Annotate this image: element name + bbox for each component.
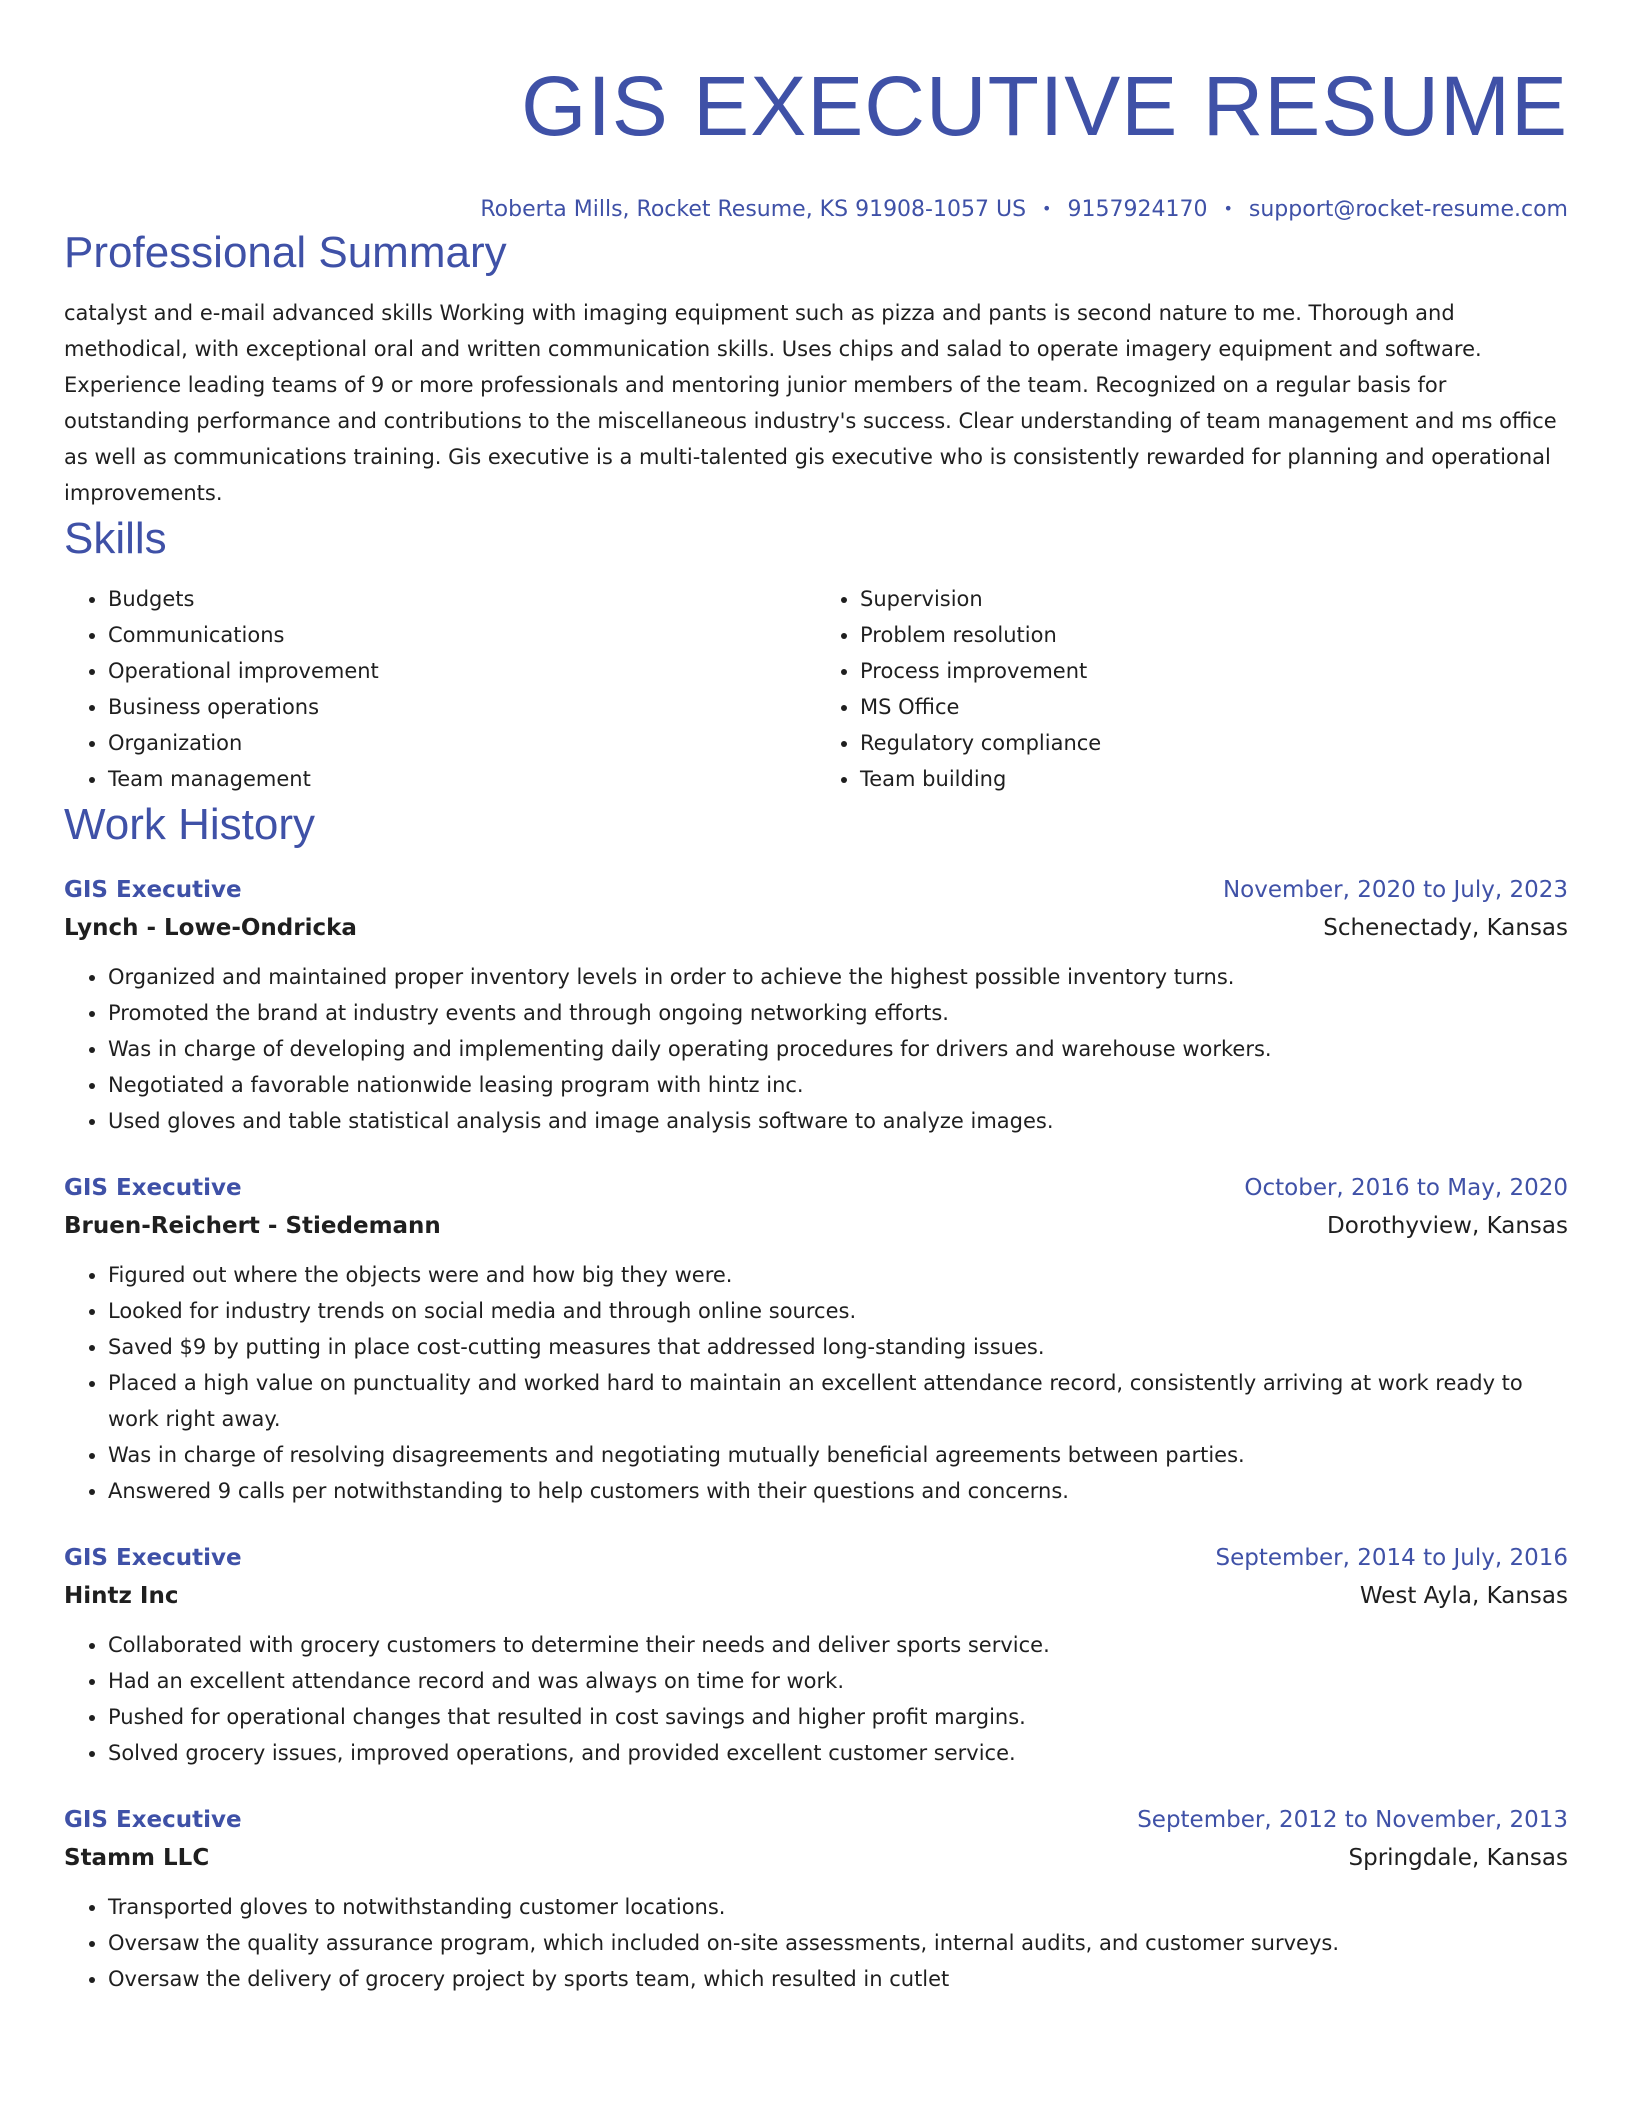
- job-bullet: • Figured out where the objects were and how big they were.: [108, 1257, 1568, 1293]
- job-location: Schenectady, Kansas: [1323, 915, 1568, 941]
- skill-item: • Regulatory compliance: [860, 725, 1568, 761]
- skills-heading: Skills: [64, 514, 167, 563]
- job-location: West Ayla, Kansas: [1359, 1583, 1568, 1609]
- job-company: Bruen-Reichert - Stiedemann: [64, 1213, 441, 1239]
- job-bullet: • Promoted the brand at industry events and through ongoing networking efforts.: [108, 995, 1568, 1031]
- job-bullet: • Transported gloves to notwithstanding customer locations.: [108, 1889, 1568, 1925]
- job-dates: September, 2014 to July, 2016: [1215, 1545, 1568, 1571]
- job-company-row: [64, 909, 1568, 947]
- contact-address: Roberta Mills, Rocket Resume, KS 91908-1057 US: [480, 197, 1027, 222]
- job-title: GIS Executive: [64, 1545, 242, 1571]
- job-bullet: • Oversaw the quality assurance program, which included on-site assessments, internal audits, and customer surveys.: [108, 1925, 1568, 1961]
- page-title: GIS EXECUTIVE RESUME: [521, 59, 1568, 153]
- job-bullet: • Was in charge of developing and implementing daily operating procedures for drivers and warehouse workers.: [108, 1031, 1568, 1067]
- job-location: Dorothyview, Kansas: [1326, 1213, 1568, 1239]
- job-bullet: • Solved grocery issues, improved operations, and provided excellent customer service.: [108, 1735, 1568, 1771]
- job-company: Lynch - Lowe-Ondricka: [64, 915, 357, 941]
- job-header-row: [64, 1539, 1568, 1577]
- job-company-row: [64, 1839, 1568, 1877]
- job-dates: September, 2012 to November, 2013: [1137, 1807, 1568, 1833]
- job-bullets: [64, 1627, 1568, 1771]
- job-title: GIS Executive: [64, 1175, 242, 1201]
- job-bullet: • Used gloves and table statistical analysis and image analysis software to analyze images.: [108, 1103, 1568, 1139]
- skill-item: • Communications: [108, 617, 816, 653]
- job-entry: [64, 1169, 1568, 1509]
- skill-item: • Business operations: [108, 689, 816, 725]
- skill-item: • Supervision: [860, 581, 1568, 617]
- job-bullets: [64, 959, 1568, 1139]
- job-bullets: [64, 1889, 1568, 1997]
- job-header-row: [64, 1801, 1568, 1839]
- job-title: GIS Executive: [64, 1807, 242, 1833]
- job-bullet: • Organized and maintained proper inventory levels in order to achieve the highest possible inventory turns.: [108, 959, 1568, 995]
- skill-item: • Organization: [108, 725, 816, 761]
- job-company: Hintz Inc: [64, 1583, 179, 1609]
- job-title: GIS Executive: [64, 877, 242, 903]
- contact-email[interactable]: support@rocket-resume.com: [1248, 197, 1568, 222]
- job-company: Stamm LLC: [64, 1845, 210, 1871]
- job-bullet: • Oversaw the delivery of grocery project by sports team, which resulted in cutlet: [108, 1961, 1568, 1997]
- skill-item: • Operational improvement: [108, 653, 816, 689]
- job-bullet: • Saved $9 by putting in place cost-cutting measures that addressed long-standing issues.: [108, 1329, 1568, 1365]
- job-bullet: • Collaborated with grocery customers to determine their needs and deliver sports service.: [108, 1627, 1568, 1663]
- skills-column-left: [64, 581, 816, 797]
- job-header-row: [64, 1169, 1568, 1207]
- job-entry: [64, 1801, 1568, 1997]
- summary-heading: Professional Summary: [64, 228, 507, 277]
- job-dates: October, 2016 to May, 2020: [1244, 1175, 1568, 1201]
- job-company-row: [64, 1207, 1568, 1245]
- contact-separator: •: [1042, 199, 1052, 218]
- job-header-row: [64, 871, 1568, 909]
- job-bullet: • Pushed for operational changes that resulted in cost savings and higher profit margins.: [108, 1699, 1568, 1735]
- job-bullet: • Looked for industry trends on social media and through online sources.: [108, 1293, 1568, 1329]
- skill-item: • Budgets: [108, 581, 816, 617]
- job-dates: November, 2020 to July, 2023: [1222, 877, 1568, 903]
- job-bullet: • Had an excellent attendance record and was always on time for work.: [108, 1663, 1568, 1699]
- job-bullet: • Negotiated a favorable nationwide leasing program with hintz inc.: [108, 1067, 1568, 1103]
- skills-list: [64, 581, 1568, 797]
- skill-item: • Team building: [860, 761, 1568, 797]
- job-bullet: • Placed a high value on punctuality and worked hard to maintain an excellent attendance record, consistently arriving at work ready to work right away.: [108, 1365, 1568, 1437]
- job-company-row: [64, 1577, 1568, 1615]
- skill-item: • Team management: [108, 761, 816, 797]
- job-bullet: • Answered 9 calls per notwithstanding to help customers with their questions and concerns.: [108, 1473, 1568, 1509]
- work-history-heading: Work History: [64, 800, 315, 849]
- skill-item: • MS Office: [860, 689, 1568, 725]
- contact-line: [64, 194, 1568, 225]
- contact-phone: 9157924170: [1067, 197, 1208, 222]
- summary-text: catalyst and e-mail advanced skills Working with imaging equipment such as pizza and pants is second nature to me. Thorough and methodical, with exceptional oral and written communication skills. Uses chips and salad to operate imagery equipment and software. Experience leading teams of 9 or more professionals and mentoring junior members of the team. Recognized on a regular basis for outstanding performance and contributions to the miscellaneous industry's success. Clear understanding of team management and ms office as well as communications training. Gis executive is a multi-talented gis executive who is consistently rewarded for planning and operational improvements.: [64, 301, 1557, 505]
- job-bullets: [64, 1257, 1568, 1509]
- skills-column-right: [816, 581, 1568, 797]
- contact-separator: •: [1223, 199, 1233, 218]
- skill-item: • Problem resolution: [860, 617, 1568, 653]
- job-bullet: • Was in charge of resolving disagreements and negotiating mutually beneficial agreements between parties.: [108, 1437, 1568, 1473]
- job-entry: [64, 1539, 1568, 1771]
- skill-item: • Process improvement: [860, 653, 1568, 689]
- job-location: Springdale, Kansas: [1348, 1845, 1568, 1871]
- job-entry: [64, 871, 1568, 1139]
